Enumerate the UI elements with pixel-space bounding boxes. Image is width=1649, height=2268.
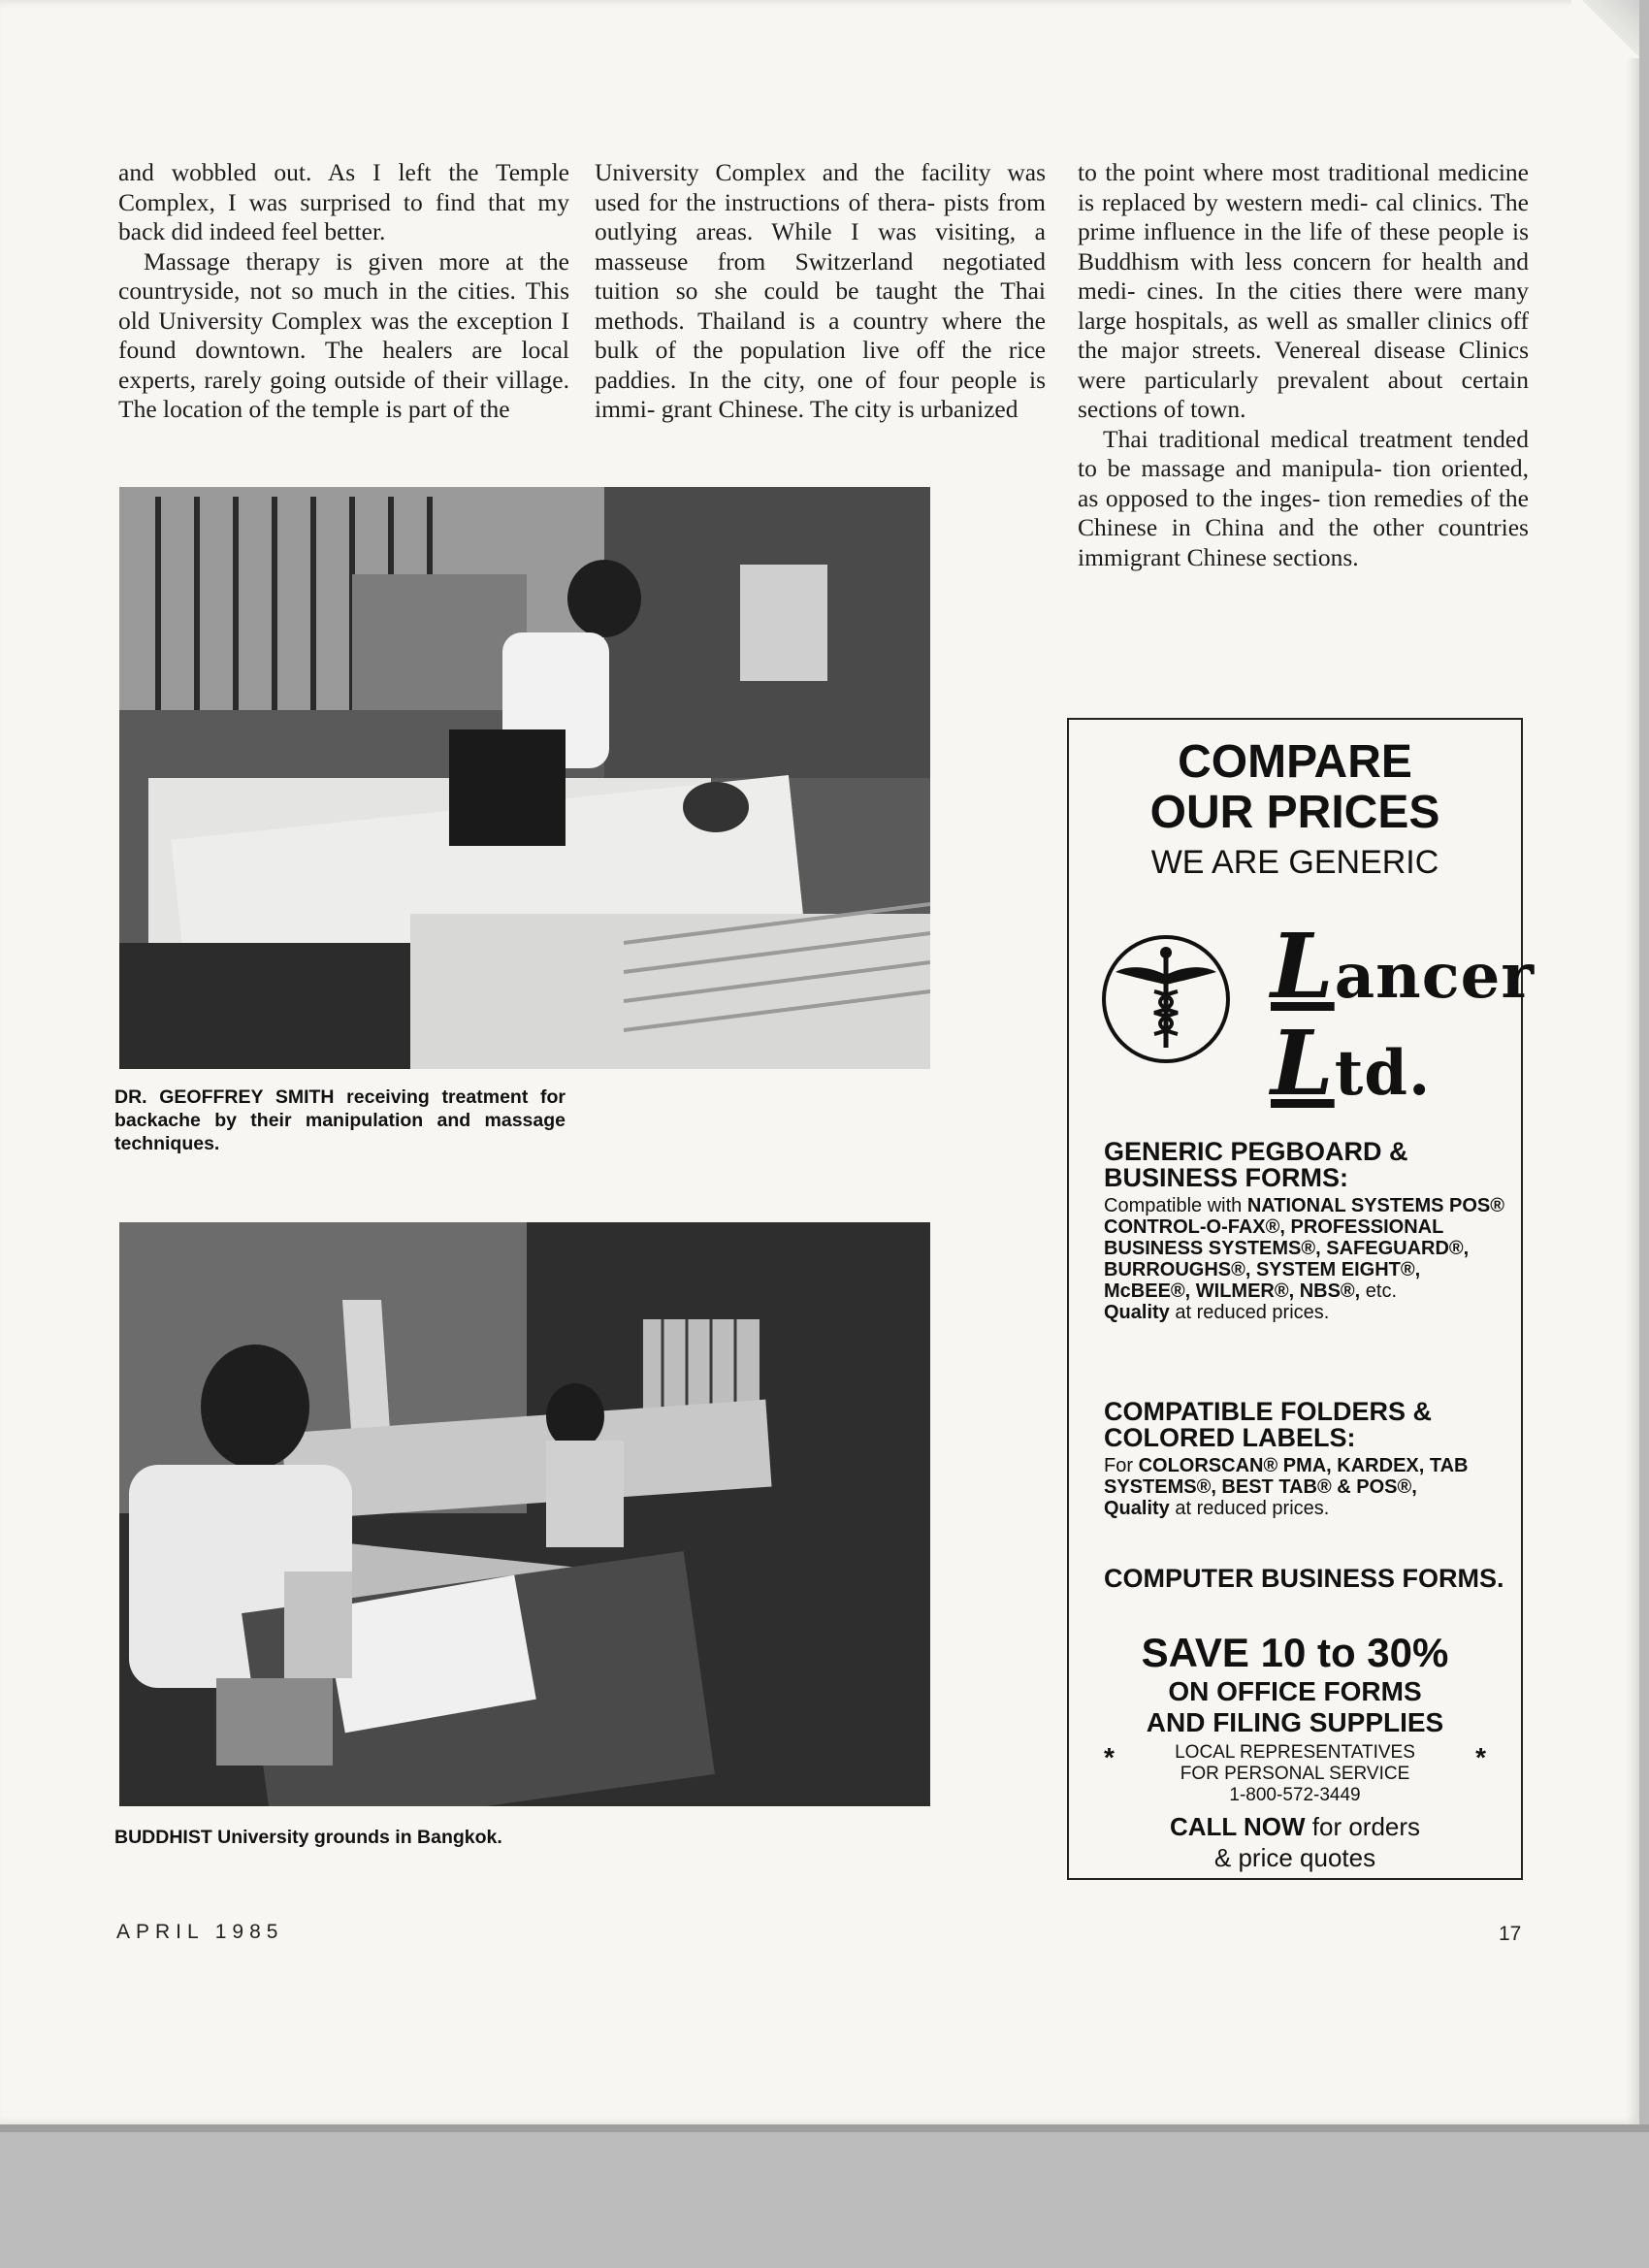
ad-section-folders: [1104, 1399, 1511, 1519]
section1-brands: NATIONAL SYSTEMS POS® CONTROL-O-FAX®, PROFESSIONAL BUSINESS SYSTEMS®, SAFEGUARD®, BURROUGHS®, SYSTEM EIGHT®, McBEE®, WILMER®, NBS®,: [1104, 1195, 1504, 1302]
col3-paragraph-1: to the point where most traditional medicine is replaced by western medi- cal clinics. The prime influence in the life of these people is Buddhism with less concern for health and medi- cines. In the cities there were many large hospitals, as well as smaller clinics off the major streets. Venereal disease Clinics were particularly prevalent about certain sections of town.: [1078, 158, 1529, 423]
section1-body: [1104, 1195, 1511, 1323]
star-right: *: [1475, 1742, 1486, 1772]
section2-heading: COMPATIBLE FOLDERS & COLORED LABELS:: [1104, 1397, 1432, 1452]
brand-line1-rest: ancer: [1334, 940, 1536, 1013]
ad-rep-line2: FOR PERSONAL SERVICE: [1180, 1764, 1410, 1784]
footer-date: APRIL 1985: [116, 1921, 284, 1943]
section1-quality-rest: at reduced prices.: [1169, 1302, 1330, 1323]
section3-heading: COMPUTER BUSINESS FORMS.: [1104, 1564, 1504, 1593]
page-curl: [1571, 0, 1639, 58]
call-now-rest: for orders: [1305, 1812, 1421, 1841]
section1-heading: GENERIC PEGBOARD & BUSINESS FORMS:: [1104, 1137, 1408, 1192]
brand-name-line2: [1271, 1011, 1431, 1116]
section1-quality: Quality: [1104, 1302, 1170, 1323]
brand-line2-rest: td.: [1334, 1037, 1432, 1110]
photo1-caption: DR. GEOFFREY SMITH receiving treatment for backache by their manipulation and massage techniques.: [114, 1086, 566, 1154]
caduceus-icon: [1098, 931, 1234, 1067]
section2-quality-rest: at reduced prices.: [1169, 1498, 1330, 1519]
lancer-advertisement: [1067, 718, 1536, 1880]
page-number: 17: [1499, 1923, 1522, 1945]
ad-rep-line1: LOCAL REPRESENTATIVES: [1175, 1742, 1415, 1763]
col3-paragraph-2: Thai traditional medical treatment tended to be massage and manipula- tion oriented, as opposed to the inges- tion remedies of the Chinese in China and the other countries immigrant Chinese sections.: [1078, 424, 1529, 571]
section2-quality: Quality: [1104, 1498, 1170, 1519]
article-column-1: [118, 158, 569, 425]
ad-section-pegboard: [1104, 1139, 1511, 1323]
ad-section-computer: [1104, 1566, 1511, 1592]
ad-save-line1: ON OFFICE FORMS: [1168, 1676, 1422, 1706]
article-column-2: [595, 158, 1046, 425]
ad-phone-number: 1-800-572-3449: [1229, 1785, 1361, 1805]
col1-paragraph-1: and wobbled out. As I left the Temple Complex, I was surprised to find that my back did indeed feel better.: [118, 158, 569, 245]
section2-intro: For: [1104, 1455, 1139, 1476]
ad-subheadline: WE ARE GENERIC: [1150, 844, 1439, 881]
university-grounds-photo: [119, 1222, 930, 1806]
ad-headline-line2: OUR PRICES: [1149, 787, 1440, 838]
section2-body: [1104, 1455, 1511, 1519]
call-now-bold: CALL NOW: [1169, 1812, 1306, 1841]
article-column-3: [1078, 158, 1529, 572]
photo2-caption: BUDDHIST University grounds in Bangkok.: [114, 1827, 502, 1848]
section1-intro: Compatible with: [1104, 1195, 1247, 1216]
brand-name-line1: [1271, 914, 1535, 1019]
section2-brands: COLORSCAN® PMA, KARDEX, TAB SYSTEMS®, BEST TAB® & POS®,: [1104, 1455, 1469, 1498]
ad-call-now: [1069, 1812, 1521, 1842]
star-left: *: [1104, 1742, 1115, 1772]
ad-headline-line1: COMPARE: [1178, 736, 1412, 788]
massage-treatment-photo: [119, 487, 930, 1069]
section1-etc: etc.: [1360, 1280, 1398, 1302]
ad-save-line2: AND FILING SUPPLIES: [1146, 1707, 1444, 1737]
ad-save-headline: SAVE 10 to 30%: [1141, 1630, 1449, 1675]
brand-line1-initial: L: [1271, 914, 1335, 1019]
col1-paragraph-2: Massage therapy is given more at the countryside, not so much in the cities. This old University Complex was the exception I found downtown. The healers are local experts, rarely going outside of their village. The location of the temple is part of the: [118, 246, 569, 423]
underlying-page: [0, 2124, 1649, 2268]
page-edge-shadow: [0, 2124, 1649, 2132]
ad-call-line2: & price quotes: [1213, 1843, 1376, 1872]
brand-line2-initial: L: [1271, 1011, 1335, 1116]
col2-paragraph-1: University Complex and the facility was used for the instructions of thera- pists from outlying areas. While I was visiting, a masseuse from Switzerland negotiated tuition so she could be taught the Thai methods. Thailand is a country where the bulk of the population live off the rice paddies. In the city, one of four people is immi- grant Chinese. The city is urbanized: [595, 158, 1046, 423]
